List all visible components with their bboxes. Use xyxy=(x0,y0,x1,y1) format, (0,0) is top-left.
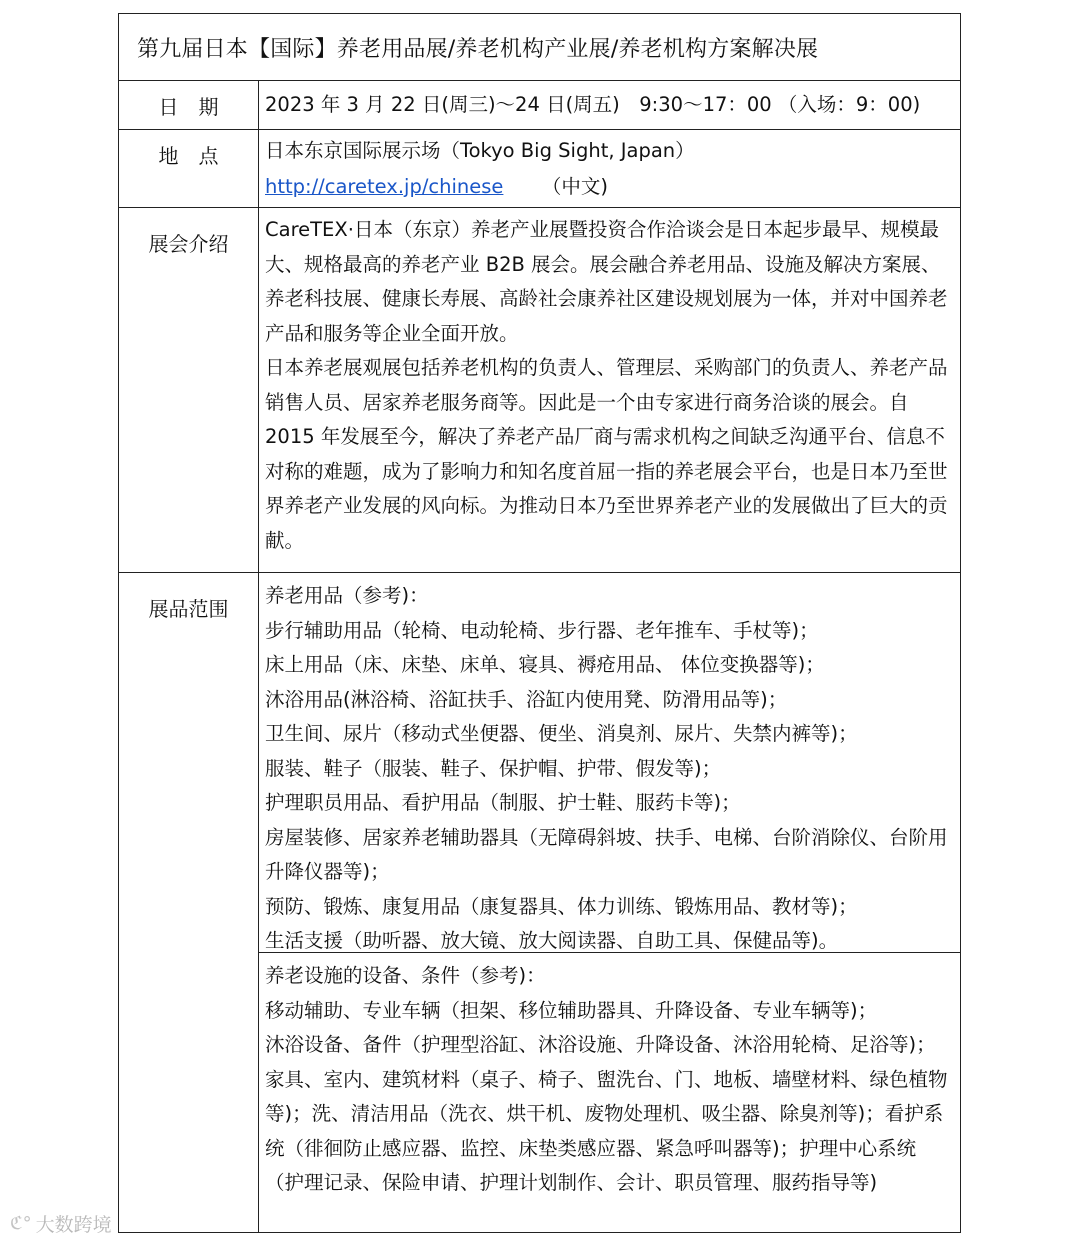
intro-content xyxy=(259,208,960,572)
scope-row xyxy=(119,573,960,1232)
product-line: 步行辅助用品（轮椅、电动轮椅、步行器、老年推车、手杖等)； xyxy=(265,618,819,642)
product-line: 养老用品（参考)： xyxy=(265,584,429,607)
product-line: 床上用品（床、床垫、床单、寝具、褥疮用品、 体位变换器等)； xyxy=(265,653,825,676)
product-line: 沐浴用品(淋浴椅、浴缸扶手、浴缸内使用凳、防滑用品等)； xyxy=(265,687,788,711)
product-line: 生活支援（助听器、放大镜、放大阅读器、自助工具、保健品等)。 xyxy=(265,929,839,952)
venue-label: 地 点 xyxy=(119,130,259,207)
product-line: 预防、锻炼、康复用品（康复器具、体力训练、锻炼用品、教材等)； xyxy=(265,894,858,918)
caretex-link[interactable]: http://caretex.jp/chinese xyxy=(265,175,504,198)
link-note: （中文) xyxy=(541,175,608,198)
date-row xyxy=(119,81,960,130)
scope-content xyxy=(259,573,960,1232)
venue-value xyxy=(259,130,960,207)
venue-line: 日本东京国际展示场（Tokyo Big Sight, Japan） xyxy=(265,139,695,162)
watermark-logo-icon: ℭ° xyxy=(10,1213,32,1234)
product-line: 房屋装修、居家养老辅助器具（无障碍斜坡、扶手、电梯、台阶消除仪、台阶用升降仪器等)； xyxy=(265,825,948,883)
product-line: 服装、鞋子（服装、鞋子、保护帽、护带、假发等)； xyxy=(265,756,722,780)
facilities-block xyxy=(259,953,960,1201)
date-label: 日 期 xyxy=(119,81,259,129)
facility-line: 沐浴设备、备件（护理型浴缸、沐浴设施、升降设备、沐浴用轮椅、足浴等)；家具、室内、建筑材料（桌子、椅子、盥洗台、门、地板、墙壁材料、绿色植物等)；洗、清洁用品（洗衣、烘干机、废物处理机、吸尘器、除臭剂等)；看护系统（徘徊防止感应器、监控、床垫类感应器、紧急呼叫器等)；护理中心系统（护理记录、保险申请、护理计划制作、会计、职员管理、服药指导等) xyxy=(265,1033,948,1194)
date-text: 2023 年 3 月 22 日(周三)～24 日(周五) 9:30～17：00 （入场：9：00) xyxy=(265,92,921,116)
exhibition-info-table xyxy=(118,13,961,1233)
intro-label: 展会介绍 xyxy=(119,208,259,572)
watermark-text: 大数跨境 xyxy=(35,1214,112,1236)
intro-paragraph: 日本养老展观展包括养老机构的负责人、管理层、采购部门的负责人、养老产品销售人员、居家养老服务商等。因此是一个由专家进行商务洽谈的展会。自 2015 年发展至今，解决了养老产品厂商与需求机构之间缺乏沟通平台、信息不对称的难题，成为了影响力和知名度首屈一指的养老展会平台，也是日本乃至世界养老产业发展的风向标。为推动日本乃至世界养老产业的发展做出了巨大的贡献。 xyxy=(265,356,948,552)
intro-paragraph: CareTEX·日本（东京）养老产业展暨投资合作洽谈会是日本起步最早、规模最大、规格最高的养老产业 B2B 展会。展会融合养老用品、设施及解决方案展、养老科技展、健康长寿展、高龄社会康养社区建设规划展为一体，并对中国养老产品和服务等企业全面开放。 xyxy=(265,218,948,345)
scope-label: 展品范围 xyxy=(119,573,259,1232)
product-line: 护理职员用品、看护用品（制服、护士鞋、服药卡等)； xyxy=(265,791,741,814)
date-value xyxy=(259,81,960,129)
watermark xyxy=(10,1210,112,1237)
intro-row xyxy=(119,208,960,573)
venue-row xyxy=(119,130,960,208)
product-line: 卫生间、尿片（移动式坐便器、便坐、消臭剂、尿片、失禁内裤等)； xyxy=(265,722,858,745)
products-block xyxy=(259,573,960,953)
document-title: 第九届日本【国际】养老用品展/养老机构产业展/养老机构方案解决展 xyxy=(119,14,960,81)
facility-line: 养老设施的设备、条件（参考)： xyxy=(265,964,546,987)
facility-line: 移动辅助、专业车辆（担架、移位辅助器具、升降设备、专业车辆等)； xyxy=(265,998,878,1022)
venue-link-line xyxy=(265,169,952,205)
